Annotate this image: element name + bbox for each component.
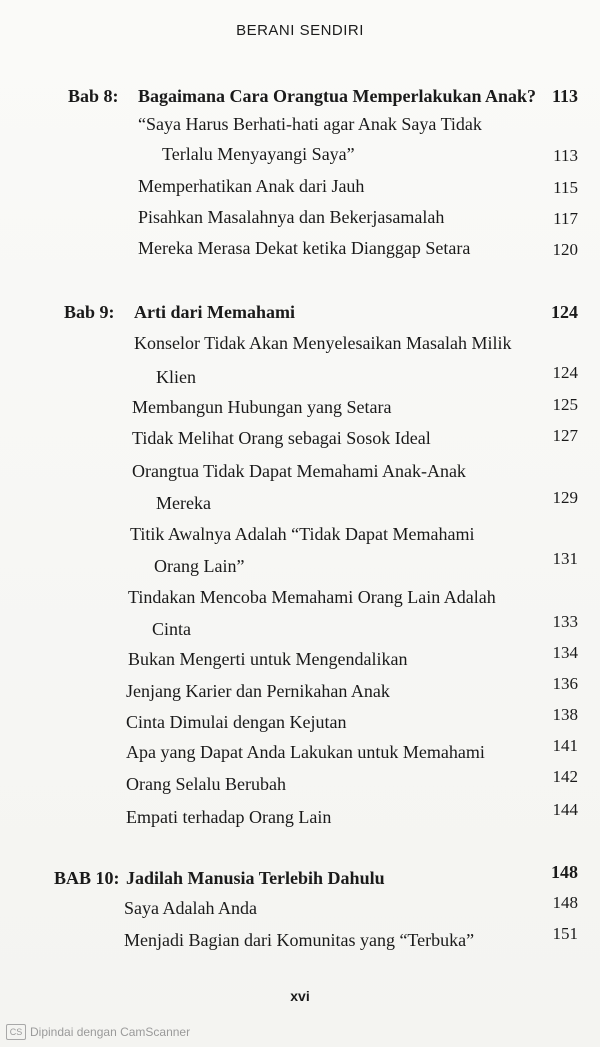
- toc-entry-continuation: Terlalu Menyayangi Saya”: [162, 144, 355, 164]
- toc-entry-page: 124: [552, 363, 578, 382]
- toc-entry: Orang Selalu Berubah: [126, 774, 286, 794]
- chapter-page-number: 113: [551, 86, 578, 106]
- chapter-heading: [0, 86, 600, 114]
- toc-entry: Bukan Mengerti untuk Mengendalikan: [128, 649, 408, 669]
- toc-entry: Jenjang Karier dan Pernikahan Anak: [126, 681, 390, 701]
- toc-entry: Memperhatikan Anak dari Jauh: [138, 176, 365, 196]
- camscanner-logo-icon: CS: [6, 1024, 26, 1040]
- toc-entry: Pisahkan Masalahnya dan Bekerjasamalah: [138, 207, 445, 227]
- toc-entry-page: 141: [552, 736, 578, 755]
- chapter-heading: [0, 862, 600, 896]
- scanner-watermark: [6, 1024, 190, 1040]
- toc-entry-page: 138: [552, 705, 578, 724]
- toc-entry: Orangtua Tidak Dapat Memahami Anak-Anak: [132, 461, 466, 481]
- toc-entry: Titik Awalnya Adalah “Tidak Dapat Memahami: [130, 524, 475, 544]
- chapter-page-number: 124: [551, 302, 578, 322]
- toc-entry: Mereka Merasa Dekat ketika Dianggap Setara: [138, 238, 471, 258]
- chapter-number: BAB 10:: [54, 868, 120, 888]
- chapter-8: [0, 86, 600, 114]
- toc-entry-page: 120: [552, 240, 578, 259]
- page-folio: xvi: [290, 988, 310, 1004]
- toc-entry-page: 131: [552, 549, 578, 568]
- toc-entry-continuation: Klien: [156, 367, 196, 387]
- chapter-number: Bab 8:: [68, 86, 119, 106]
- toc-entry-page: 127: [552, 426, 578, 445]
- toc-entry-page: 136: [552, 674, 578, 693]
- chapter-title: Bagaimana Cara Orangtua Memperlakukan Anak?: [138, 86, 537, 106]
- toc-entry-page: 134: [552, 643, 578, 662]
- toc-entry-page: 142: [552, 767, 578, 786]
- toc-entry: Menjadi Bagian dari Komunitas yang “Terbuka”: [124, 930, 475, 950]
- chapter-title: Arti dari Memahami: [134, 302, 295, 322]
- chapter-number: Bab 9:: [64, 302, 115, 322]
- toc-entry-page: 151: [552, 924, 578, 943]
- chapter-title: Jadilah Manusia Terlebih Dahulu: [126, 868, 385, 888]
- toc-entry-continuation: Mereka: [156, 493, 211, 513]
- chapter-heading: [0, 302, 600, 330]
- toc-entry: Tidak Melihat Orang sebagai Sosok Ideal: [132, 428, 431, 448]
- watermark-text: Dipindai dengan CamScanner: [30, 1025, 191, 1039]
- toc-entry: Membangun Hubungan yang Setara: [132, 397, 392, 417]
- chapter-9: [0, 302, 600, 330]
- toc-entry: Konselor Tidak Akan Menyelesaikan Masalah Milik: [134, 333, 512, 353]
- toc-entry-page: 125: [552, 395, 578, 414]
- toc-entry: Cinta Dimulai dengan Kejutan: [126, 712, 347, 732]
- toc-entry: “Saya Harus Berhati-hati agar Anak Saya Tidak: [138, 114, 482, 134]
- running-head: BERANI SENDIRI: [236, 22, 364, 39]
- toc-entry-page: 148: [552, 893, 578, 912]
- toc-entry: Apa yang Dapat Anda Lakukan untuk Memahami: [126, 742, 485, 762]
- toc-entry: Tindakan Mencoba Memahami Orang Lain Adalah: [128, 587, 496, 607]
- toc-entry-page: 144: [552, 800, 578, 819]
- toc-entry-continuation: Orang Lain”: [154, 556, 245, 576]
- toc-entry-page: 113: [553, 146, 578, 165]
- toc-entry: Empati terhadap Orang Lain: [126, 807, 332, 827]
- toc-entry-page: 115: [553, 178, 578, 197]
- toc-entry-page: 117: [553, 209, 578, 228]
- toc-entry: Saya Adalah Anda: [124, 898, 257, 918]
- chapter-page-number: 148: [551, 862, 578, 882]
- toc-entry-page: 129: [552, 488, 578, 507]
- chapter-10: [0, 862, 600, 896]
- toc-entry-continuation: Cinta: [152, 619, 191, 639]
- toc-entry-page: 133: [552, 612, 578, 631]
